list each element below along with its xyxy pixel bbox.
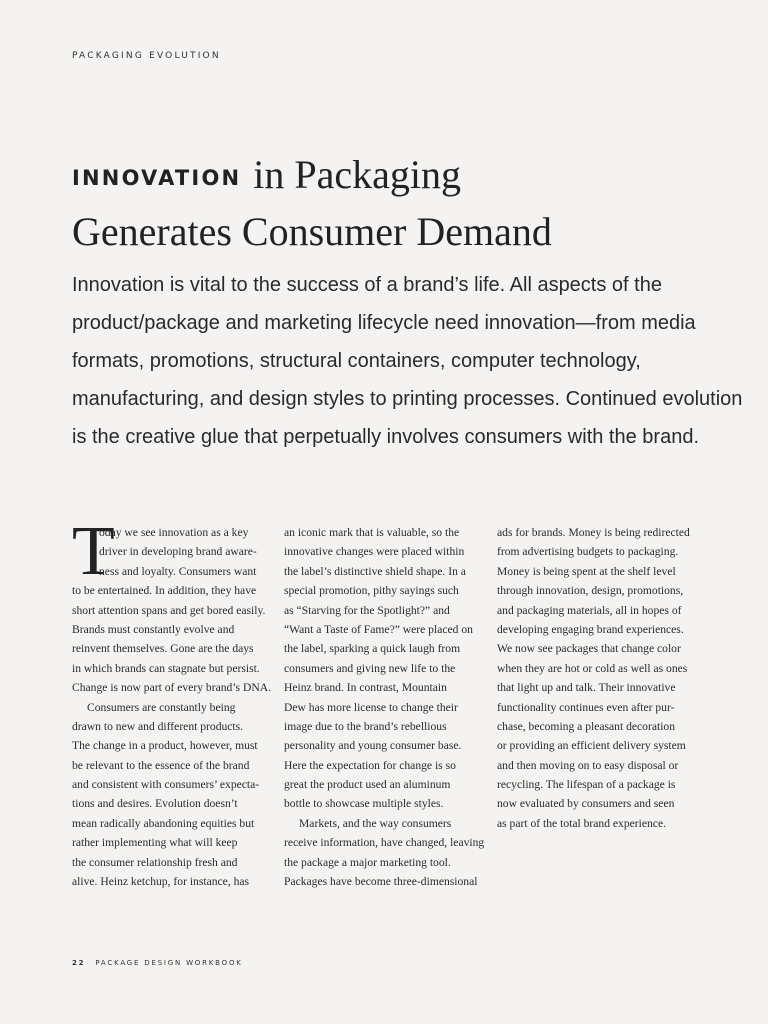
body-line: be relevant to the essence of the brand	[72, 758, 250, 772]
intro-line: formats, promotions, structural containers, computer technology,	[72, 350, 641, 372]
body-line: recycling. The lifespan of a package is	[497, 778, 676, 792]
body-line: receive information, have changed, leaving	[284, 836, 485, 850]
body-line: Brands must constantly evolve and	[72, 622, 235, 636]
body-line: and then moving on to easy disposal or	[497, 758, 679, 772]
body-line: The change in a product, however, must	[72, 739, 258, 753]
page-footer	[72, 959, 243, 967]
body-line: great the product used an aluminum	[284, 778, 451, 792]
body-line: Here the expectation for change is so	[284, 758, 456, 772]
body-line: the label’s distinctive shield shape. In a	[284, 564, 466, 578]
body-line: rather implementing what will keep	[72, 836, 238, 850]
body-line: ness and loyalty. Consumers want	[99, 564, 257, 578]
body-line: tions and desires. Evolution doesn’t	[72, 797, 238, 811]
body-line: the consumer relationship fresh and	[72, 855, 238, 869]
intro-line: Innovation is vital to the success of a brand’s life. All aspects of the	[72, 274, 662, 296]
body-line: through innovation, design, promotions,	[497, 584, 684, 598]
title-line-1	[72, 148, 712, 205]
body-line: an iconic mark that is valuable, so the	[284, 526, 460, 539]
body-line: or providing an efficient delivery system	[497, 739, 686, 753]
body-line: ads for brands. Money is being redirected	[497, 526, 690, 539]
body-line: developing engaging brand experiences.	[497, 622, 684, 636]
body-line: oday we see innovation as a key	[99, 526, 249, 539]
body-line: in which brands can stagnate but persist.	[72, 661, 260, 675]
body-line: mean radically abandoning equities but	[72, 816, 255, 830]
body-line: and packaging materials, all in hopes of	[497, 603, 682, 617]
intro-line: product/package and marketing lifecycle need innovation—from media	[72, 312, 696, 334]
article-title	[72, 148, 712, 258]
body-line: “Want a Taste of Fame?” were placed on	[284, 622, 473, 636]
body-line: Heinz brand. In contrast, Mountain	[284, 681, 447, 695]
body-line: We now see packages that change color	[497, 642, 681, 656]
body-line: Consumers are constantly being	[87, 700, 236, 714]
body-line: the label, sparking a quick laugh from	[284, 642, 461, 656]
body-line: Markets, and the way consumers	[299, 816, 452, 830]
body-line: innovative changes were placed within	[284, 545, 465, 559]
body-line: and consistent with consumers’ expecta-	[72, 778, 260, 792]
body-line: chase, becoming a pleasant decoration	[497, 719, 676, 733]
book-title: PACKAGE DESIGN WORKBOOK	[95, 959, 243, 967]
body-line: the package a major marketing tool.	[284, 855, 451, 869]
body-line: driver in developing brand aware-	[99, 545, 257, 559]
intro-line: is the creative glue that perpetually involves consumers with the brand.	[72, 426, 700, 448]
body-line: Packages have become three-dimensional	[284, 875, 478, 889]
drop-cap: T	[72, 513, 115, 590]
body-line: reinvent themselves. Gone are the days	[72, 642, 254, 656]
body-column-1	[72, 513, 271, 891]
title-line-1-rest: in Packaging	[243, 152, 462, 197]
body-line: short attention spans and get bored easily.	[72, 603, 266, 617]
intro-paragraph	[72, 266, 743, 456]
body-line: Money is being spent at the shelf level	[497, 564, 676, 578]
title-lead-word: INNOVATION	[72, 166, 242, 190]
body-line: when they are hot or cold as well as ones	[497, 661, 688, 675]
page-number: 22	[72, 959, 86, 967]
title-line-2: Generates Consumer Demand	[72, 209, 552, 254]
section-label: PACKAGING EVOLUTION	[72, 51, 221, 61]
body-line: now evaluated by consumers and seen	[497, 797, 675, 811]
intro-line: manufacturing, and design styles to printing processes. Continued evolution	[72, 388, 743, 410]
body-line: from advertising budgets to packaging.	[497, 545, 679, 559]
body-column-3	[497, 523, 690, 833]
body-column-2	[284, 523, 485, 891]
body-line: special promotion, pithy sayings such	[284, 584, 459, 598]
body-line: consumers and giving new life to the	[284, 661, 456, 675]
body-line: personality and young consumer base.	[284, 739, 462, 753]
body-line: bottle to showcase multiple styles.	[284, 797, 444, 811]
body-line: that light up and talk. Their innovative	[497, 681, 676, 695]
body-line: functionality continues even after pur-	[497, 700, 675, 714]
body-line: alive. Heinz ketchup, for instance, has	[72, 875, 250, 889]
body-line: Dew has more license to change their	[284, 700, 458, 714]
body-line: image due to the brand’s rebellious	[284, 719, 447, 733]
body-line: Change is now part of every brand’s DNA.	[72, 681, 271, 695]
body-line: as part of the total brand experience.	[497, 816, 666, 830]
body-line: as “Starving for the Spotlight?” and	[284, 603, 450, 617]
body-line: to be entertained. In addition, they have	[72, 584, 257, 598]
body-line: drawn to new and different products.	[72, 719, 244, 733]
